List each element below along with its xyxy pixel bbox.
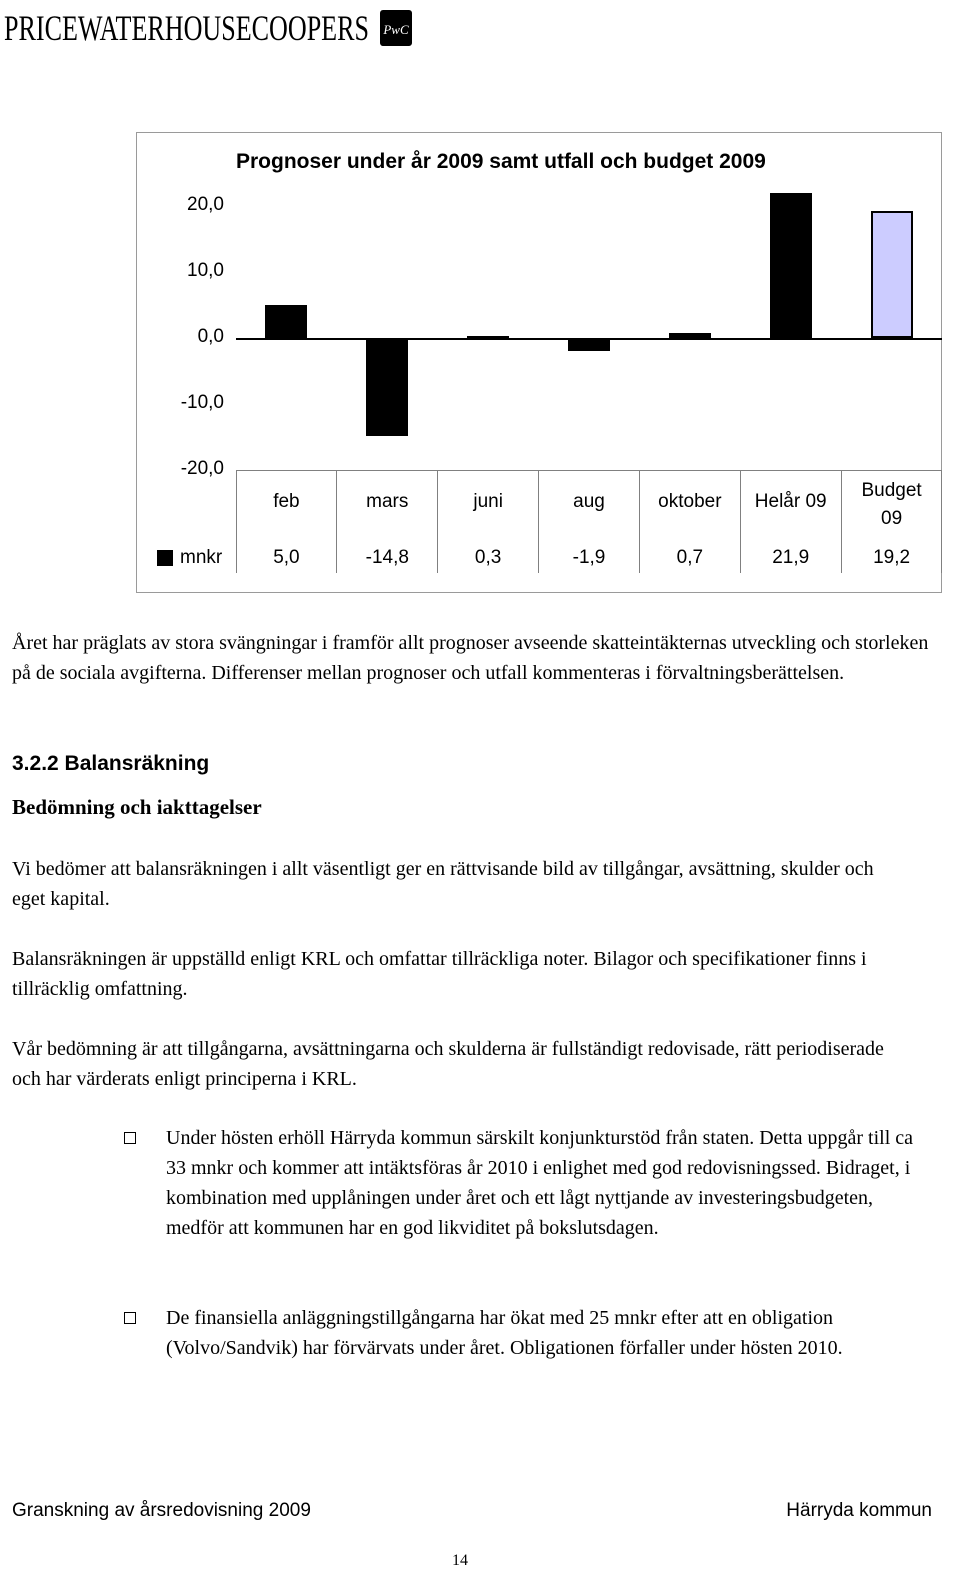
footer-right: Härryda kommun (786, 1500, 932, 1521)
legend-swatch (157, 550, 173, 566)
x-axis-line (236, 338, 942, 340)
subheading: Bedömning och iakttagelser (12, 795, 262, 819)
paragraph-3: Vår bedömning är att tillgångarna, avsättningarna och skulderna är fullständigt redovisade, rätt periodiserade och har värderats enligt principerna i KRL. (12, 1038, 884, 1090)
bar-budget-09 (871, 211, 913, 338)
logo-wordmark: PRICEWATERHOUSECOOPERS (4, 8, 369, 48)
x-tick-label: aug (573, 491, 605, 512)
x-tick-label: Budget 09 (861, 480, 922, 529)
bullet-item-1: Under hösten erhöll Härryda kommun särskilt konjunkturstöd från staten. Detta uppgår till ca 33 mnkr och kommer att intäktsföras år 2010 i enlighet med god redovisningssed. Bidraget, i kombination med upplåningen under året och ett lågt nyttjande av investeringsbudgeten, medför att kommunen har en god likviditet på bokslutsdagen. (166, 1127, 914, 1239)
value-label: 0,7 (676, 547, 704, 568)
bullet-item-2: De finansiella anläggningstillgångarna har ökat med 25 mnkr efter att en obligation (Volvo/Sandvik) har förvärvats under året. Obligationen förfaller under hösten 2010. (166, 1307, 843, 1359)
value-label: 21,9 (772, 547, 810, 568)
x-tick-label: feb (273, 491, 300, 512)
x-tick-label: mars (366, 491, 409, 512)
y-tick-label: -10,0 (180, 392, 224, 413)
value-label: -1,9 (572, 547, 606, 568)
section-heading: 3.2.2 Balansräkning (12, 752, 210, 775)
legend-label: mnkr (180, 547, 223, 568)
bar-feb (265, 305, 307, 338)
value-label: 19,2 (873, 547, 911, 568)
footer-left: Granskning av årsredovisning 2009 (12, 1500, 311, 1521)
y-tick-label: 0,0 (197, 326, 224, 347)
bullet-checkbox-icon (124, 1132, 136, 1144)
y-tick-label: 10,0 (187, 260, 224, 281)
y-tick-label: 20,0 (187, 194, 224, 215)
pwc-logo (4, 2, 424, 52)
x-tick-label: oktober (658, 491, 722, 512)
bar-mars (366, 338, 408, 436)
bar-helår-09 (770, 193, 812, 338)
x-tick-label: juni (473, 491, 503, 512)
x-tick-label: Helår 09 (754, 491, 827, 512)
page-number: 14 (452, 1552, 468, 1569)
value-label: 5,0 (273, 547, 300, 568)
paragraph-1: Vi bedömer att balansräkningen i allt väsentligt ger en rättvisande bild av tillgångar, avsättning, skulder och eget kapital. (12, 858, 874, 910)
intro-paragraph: Året har präglats av stora svängningar i framför allt prognoser avseende skatteintäkternas utveckling och storleken på de sociala avgifterna. Differenser mellan prognoser och utfall kommenteras i förvaltningsberättelsen. (12, 632, 929, 684)
paragraph-2: Balansräkningen är uppställd enligt KRL och omfattar tillräckliga noter. Bilagor och specifikationer finns i tillräcklig omfattning. (12, 948, 867, 1000)
bullet-checkbox-icon (124, 1312, 136, 1324)
y-tick-label: -20,0 (180, 458, 224, 479)
value-label: -14,8 (365, 547, 409, 568)
logo-mark-text: PwC (383, 22, 409, 37)
value-label: 0,3 (474, 547, 502, 568)
chart-title: Prognoser under år 2009 samt utfall och budget 2009 (236, 150, 766, 173)
